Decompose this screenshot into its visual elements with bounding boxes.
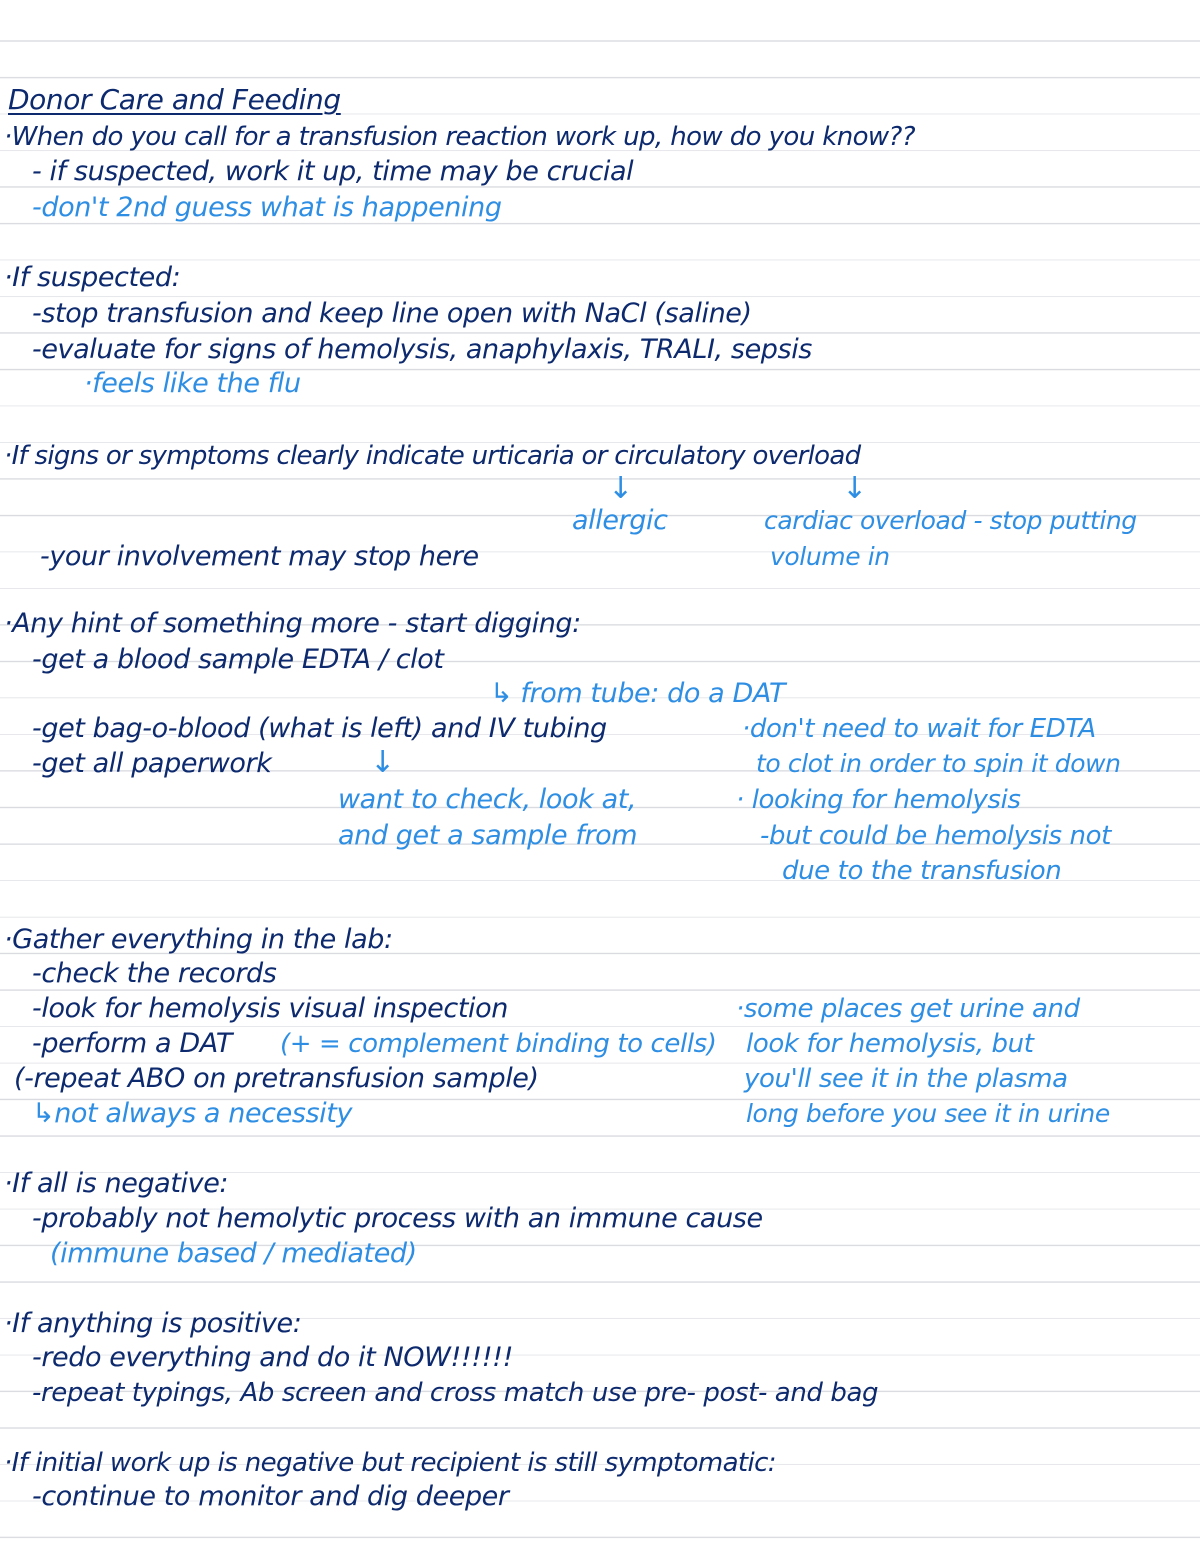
section-6-heading: ·If all is negative:	[4, 1168, 229, 1199]
section-4-line-1: -get a blood sample EDTA / clot	[32, 644, 444, 675]
section-2-line-2: -evaluate for signs of hemolysis, anaphylaxis, TRALI, sepsis	[32, 334, 812, 365]
side-note-4-line-3: · looking for hemolysis	[736, 785, 1021, 815]
section-6-line-2: (immune based / mediated)	[50, 1238, 417, 1269]
section-6-line-1: -probably not hemolytic process with an immune cause	[32, 1203, 763, 1234]
side-note-5-line-1: ·some places get urine and	[736, 994, 1080, 1024]
section-5-line-1: -check the records	[32, 958, 277, 989]
section-5-line-3: -perform a DAT	[32, 1028, 232, 1059]
section-2-line-1: -stop transfusion and keep line open with NaCl (saline)	[32, 298, 752, 329]
section-5-line-5: ↳not always a necessity	[32, 1098, 353, 1129]
from-tube-note: ↳ from tube: do a DAT	[490, 678, 786, 709]
want-note-line-1: want to check, look at,	[338, 784, 637, 815]
section-4-heading: ·Any hint of something more - start digging:	[4, 608, 581, 639]
section-7-line-2: -repeat typings, Ab screen and cross match use pre- post- and bag	[32, 1378, 879, 1408]
side-note-4-line-2: to clot in order to spin it down	[756, 749, 1121, 778]
section-7-heading: ·If anything is positive:	[4, 1308, 302, 1339]
section-3-heading: ·If signs or symptoms clearly indicate urticaria or circulatory overload	[4, 441, 861, 471]
side-note-5-line-2: look for hemolysis, but	[746, 1029, 1034, 1059]
section-5-line-2: -look for hemolysis visual inspection	[32, 993, 508, 1024]
cardiac-note-line-2: volume in	[770, 542, 890, 571]
section-5-line-3-note: (+ = complement binding to cells)	[280, 1029, 717, 1059]
side-note-5-line-4: long before you see it in urine	[746, 1099, 1110, 1128]
section-1-heading: ·When do you call for a transfusion reaction work up, how do you know??	[4, 122, 915, 152]
section-8-heading: ·If initial work up is negative but recipient is still symptomatic:	[4, 1448, 776, 1478]
side-note-4-line-1: ·don't need to wait for EDTA	[742, 714, 1096, 744]
cardiac-note-line-1: cardiac overload - stop putting	[764, 506, 1137, 535]
section-3-line-1: -your involvement may stop here	[40, 541, 479, 572]
allergic-note: allergic	[572, 505, 668, 536]
section-7-line-1: -redo everything and do it NOW!!!!!!	[32, 1342, 513, 1373]
side-note-4-line-5: due to the transfusion	[782, 856, 1062, 886]
section-1-line-2: -don't 2nd guess what is happening	[32, 192, 502, 223]
side-note-5-line-3: you'll see it in the plasma	[744, 1064, 1068, 1094]
down-arrow-icon: ↓	[842, 471, 868, 506]
section-1-line-1: - if suspected, work it up, time may be crucial	[32, 156, 634, 187]
down-arrow-icon: ↓	[370, 745, 396, 780]
section-2-line-3: ·feels like the flu	[84, 368, 301, 399]
down-arrow-icon: ↓	[608, 471, 634, 506]
page-title: Donor Care and Feeding	[8, 83, 341, 116]
section-5-heading: ·Gather everything in the lab:	[4, 924, 393, 955]
side-note-4-line-4: -but could be hemolysis not	[760, 821, 1111, 851]
section-4-line-2: -get bag-o-blood (what is left) and IV tubing	[32, 713, 607, 744]
section-5-line-4: (-repeat ABO on pretransfusion sample)	[14, 1063, 539, 1094]
section-4-line-3: -get all paperwork	[32, 748, 272, 779]
section-8-line-1: -continue to monitor and dig deeper	[32, 1481, 509, 1512]
section-2-heading: ·If suspected:	[4, 262, 181, 293]
want-note-line-2: and get a sample from	[338, 820, 638, 851]
